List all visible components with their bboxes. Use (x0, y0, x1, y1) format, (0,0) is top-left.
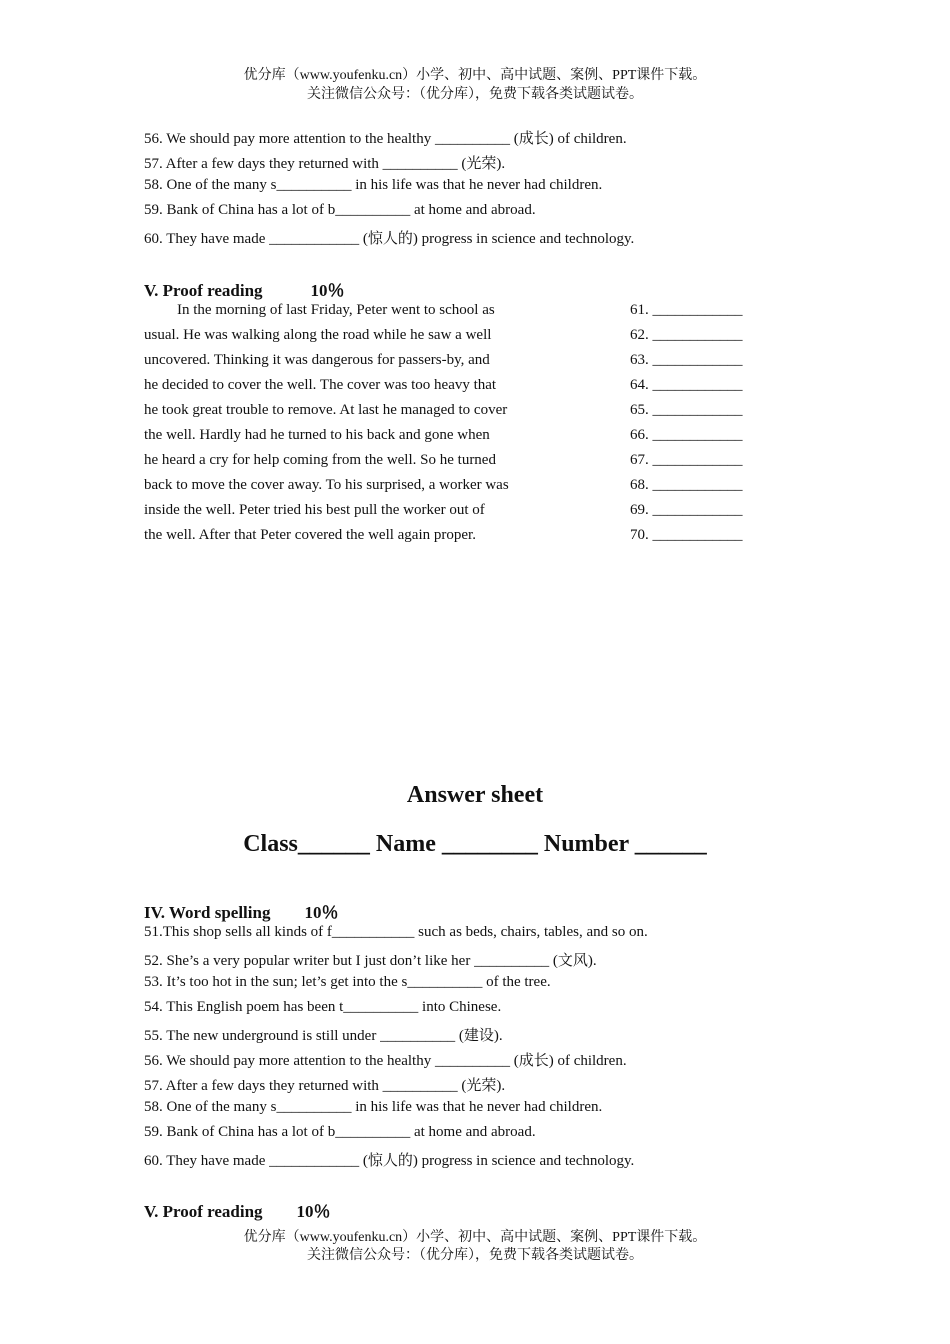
word-item-51: 51.This shop sells all kinds of f___________ such as beds, chairs, tables, and so on. (144, 924, 648, 940)
proof-section-2-score: 10％ (296, 1202, 331, 1221)
proof-line-4: he decided to cover the well. The cover was too heavy that (144, 377, 497, 393)
word-item-54: 54. This English poem has been t__________ into Chinese. (144, 999, 502, 1015)
word-item-60: 60. They have made ____________ (惊人的) progress in science and technology. (144, 1153, 635, 1169)
top-item-60: 60. They have made ____________ (惊人的) progress in science and technology. (144, 231, 635, 247)
word-section-score: 10％ (304, 903, 339, 922)
word-section-heading (144, 898, 338, 923)
footer-line-2: 关注微信公众号：（优分库），免费下载各类试题试卷。 (307, 1248, 643, 1263)
proof-line-1: In the morning of last Friday, Peter went to school as (177, 302, 495, 318)
word-item-58: 58. One of the many s__________ in his life was that he never had children. (144, 1099, 603, 1115)
answer-sheet-title: Answer sheet (406, 782, 544, 808)
proof-answer-62[interactable]: 62. ____________ (630, 327, 743, 343)
answer-sheet-fields: Class______ Name ________ Number ______ (243, 831, 707, 857)
top-item-57: 57. After a few days they returned with __________ (光荣). (144, 156, 506, 172)
proof-answer-66[interactable]: 66. ____________ (630, 427, 743, 443)
top-item-59: 59. Bank of China has a lot of b__________ at home and abroad. (144, 202, 536, 218)
proof-section-2-title: V. Proof reading (144, 1202, 263, 1221)
proof-answer-61[interactable]: 61. ____________ (630, 302, 743, 318)
proof-line-2: usual. He was walking along the road while he saw a well (144, 327, 492, 343)
proof-section-title: V. Proof reading (144, 281, 263, 300)
word-item-53: 53. It’s too hot in the sun; let’s get into the s__________ of the tree. (144, 974, 551, 990)
word-item-57: 57. After a few days they returned with __________ (光荣). (144, 1078, 506, 1094)
word-item-55: 55. The new underground is still under __________ (建设). (144, 1028, 503, 1044)
proof-line-7: he heard a cry for help coming from the well. So he turned (144, 452, 496, 468)
top-item-58: 58. One of the many s__________ in his life was that he never had children. (144, 177, 603, 193)
proof-line-6: the well. Hardly had he turned to his back and gone when (144, 427, 490, 443)
proof-answer-69[interactable]: 69. ____________ (630, 502, 743, 518)
proof-answer-67[interactable]: 67. ____________ (630, 452, 743, 468)
header-line-2: 关注微信公众号：（优分库），免费下载各类试题试卷。 (307, 87, 643, 102)
proof-answer-63[interactable]: 63. ____________ (630, 352, 743, 368)
word-item-59: 59. Bank of China has a lot of b__________ at home and abroad. (144, 1124, 536, 1140)
proof-line-3: uncovered. Thinking it was dangerous for passers-by, and (144, 352, 490, 368)
proof-section-score: 10％ (310, 281, 345, 300)
word-item-56: 56. We should pay more attention to the healthy __________ (成长) of children. (144, 1053, 627, 1069)
proof-line-10: the well. After that Peter covered the well again proper. (144, 527, 476, 543)
proof-section-heading (144, 276, 345, 301)
word-section-title: IV. Word spelling (144, 903, 271, 922)
word-item-52: 52. She’s a very popular writer but I just don’t like her __________ (文风). (144, 953, 597, 969)
proof-line-9: inside the well. Peter tried his best pull the worker out of (144, 502, 485, 518)
proof-answer-70[interactable]: 70. ____________ (630, 527, 743, 543)
proof-answer-65[interactable]: 65. ____________ (630, 402, 743, 418)
proof-answer-68[interactable]: 68. ____________ (630, 477, 743, 493)
footer-line-1: 优分库（www.youfenku.cn）小学、初中、高中试题、案例、PPT课件下载。 (243, 1230, 707, 1245)
proof-section-heading-2 (144, 1197, 331, 1222)
proof-line-8: back to move the cover away. To his surprised, a worker was (144, 477, 509, 493)
proof-line-5: he took great trouble to remove. At last he managed to cover (144, 402, 508, 418)
proof-answer-64[interactable]: 64. ____________ (630, 377, 743, 393)
header-line-1: 优分库（www.youfenku.cn）小学、初中、高中试题、案例、PPT课件下载。 (243, 68, 707, 83)
top-item-56: 56. We should pay more attention to the healthy __________ (成长) of children. (144, 131, 627, 147)
